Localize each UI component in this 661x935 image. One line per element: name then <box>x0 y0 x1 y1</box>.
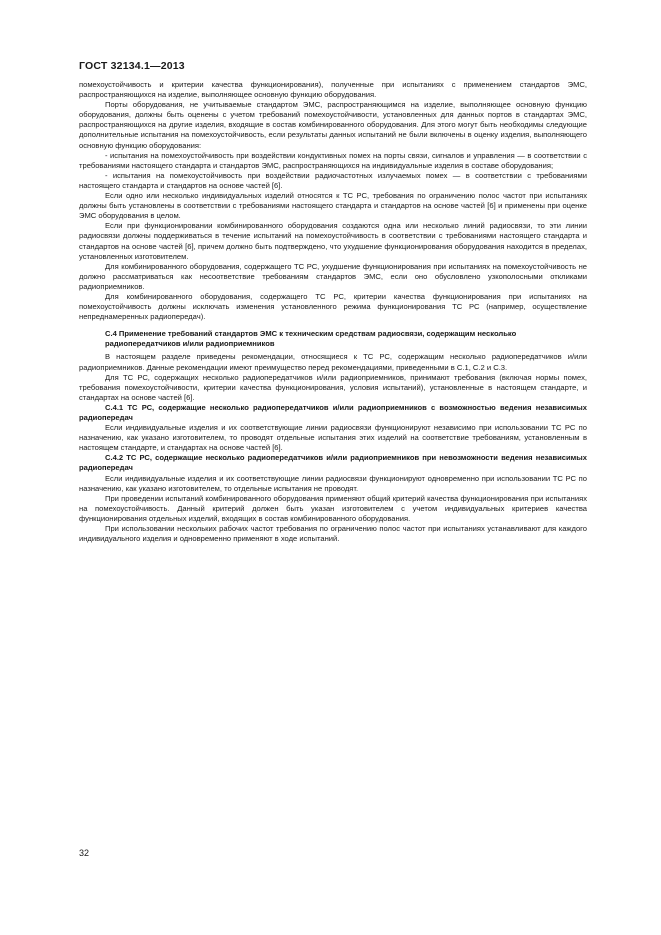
paragraph: Для комбинированного оборудования, содержащего ТС РС, ухудшение функционирования при испытаниях на помехоустойчивость не должно рассматриваться как несоответствие требованиям стандартов ЭМС, если оно обусловлено узкополосными откликами радиоприемников. <box>79 261 587 291</box>
paragraph: В настоящем разделе приведены рекомендации, относящиеся к ТС РС, содержащим несколько радиопередатчиков и/или радиоприемников. Данные рекомендации имеют преимущество перед рекомендациями, приведенными в С.1, С.2 и С.3. <box>79 352 587 372</box>
subsection-heading-c42: С.4.2 ТС РС, содержащие несколько радиопередатчиков и/или радиоприемников при невозможности ведения независимых радиопередач <box>79 453 587 473</box>
paragraph: Для ТС РС, содержащих несколько радиопередатчиков и/или радиоприемников, принимают требования (включая нормы помех, требования помехоустойчивости, критерии качества функционирования, условия испытаний), установленные в настоящем стандарте, и стандартах на основе частей [6]. <box>79 372 587 402</box>
section-heading-c4: С.4 Применение требований стандартов ЭМС к техническим средствам радиосвязи, содержащим несколько радиопередатчиков и/или радиоприемников <box>105 329 517 349</box>
document-body <box>79 80 587 544</box>
list-item: - испытания на помехоустойчивость при воздействии кондуктивных помех на порты связи, сигналов и управления — в соответствии с требованиями настоящего стандарта и стандартов ЭМС, распространяющихся на индивидуальные изделия в составе оборудования; <box>79 150 587 170</box>
paragraph: Для комбинированного оборудования, содержащего ТС РС, критерии качества функционирования при испытаниях на помехоустойчивость должны исключать изменения установленного режима функционирования ТС РС (например, осуществление непреднамеренных радиопередач). <box>79 291 587 322</box>
paragraph: помехоустойчивость и критерии качества функционирования), полученные при испытаниях с применением стандартов ЭМС, распространяющихся на изделие, выполняющее основную функцию оборудования. <box>79 80 587 100</box>
paragraph: Если одно или несколько индивидуальных изделий относятся к ТС РС, требования по ограничению полос частот при испытаниях должны быть установлены в соответствии с требованиями настоящего стандарта и стандартов на основе частей [6] и применены при оценке ЭМС оборудования в целом. <box>79 191 587 221</box>
document-header: ГОСТ 32134.1—2013 <box>79 60 185 72</box>
subsection-heading-c41: С.4.1 ТС РС, содержащие несколько радиопередатчиков и/или радиоприемников с возможностью ведения независимых радиопередач <box>79 402 587 422</box>
list-item: - испытания на помехоустойчивость при воздействии радиочастотных излучаемых помех — в соответствии с требованиями настоящего стандарта и стандартов на основе частей [6]. <box>79 170 587 190</box>
paragraph: Порты оборудования, не учитываемые стандартом ЭМС, распространяющимся на изделие, выполняющее основную функцию оборудования, должны быть оценены с учетом требований помехоустойчивости, установленных для данных портов в стандартах ЭМС, распространяющихся на другие изделия, входящие в состав комбинированного оборудования. Для этого могут быть необходимы следующие дополнительные испытания на помехоустойчивость, если результаты данных испытаний не были включены в оценку изделия, выполняющего основную функцию оборудования: <box>79 100 587 150</box>
paragraph: При использовании нескольких рабочих частот требования по ограничению полос частот при испытаниях устанавливают для каждого индивидуального изделия и одновременно применяют в ходе испытаний. <box>79 524 587 544</box>
paragraph: Если при функционировании комбинированного оборудования создаются одна или несколько линий радиосвязи, то эти линии радиосвязи должны поддерживаться в течение испытаний на помехоустойчивость в соответствии с требованиями настоящего стандарта и стандартов на основе частей [6], причем должно быть подтверждено, что ухудшение функционирования оборудования находится в пределах, установленных изготовителем. <box>79 221 587 261</box>
paragraph: При проведении испытаний комбинированного оборудования применяют общий критерий качества функционирования при испытаниях на помехоустойчивость. Данный критерий должен быть указан изготовителем с учетом индивидуальных критериев качества функционирования отдельных изделий, входящих в состав комбинированного оборудования. <box>79 493 587 523</box>
paragraph: Если индивидуальные изделия и их соответствующие линии радиосвязи функционируют одновременно при использовании ТС РС по назначению, как указано изготовителем, то отдельные испытания не проводят. <box>79 473 587 493</box>
page-number: 32 <box>79 848 90 858</box>
paragraph: Если индивидуальные изделия и их соответствующие линии радиосвязи функционируют независимо при использовании ТС РС по назначению, как указано изготовителем, то проводят отдельные испытания этих изделий на соответствие требованиям, установленным в настоящем стандарте, и стандартах на основе частей [6]. <box>79 423 587 453</box>
